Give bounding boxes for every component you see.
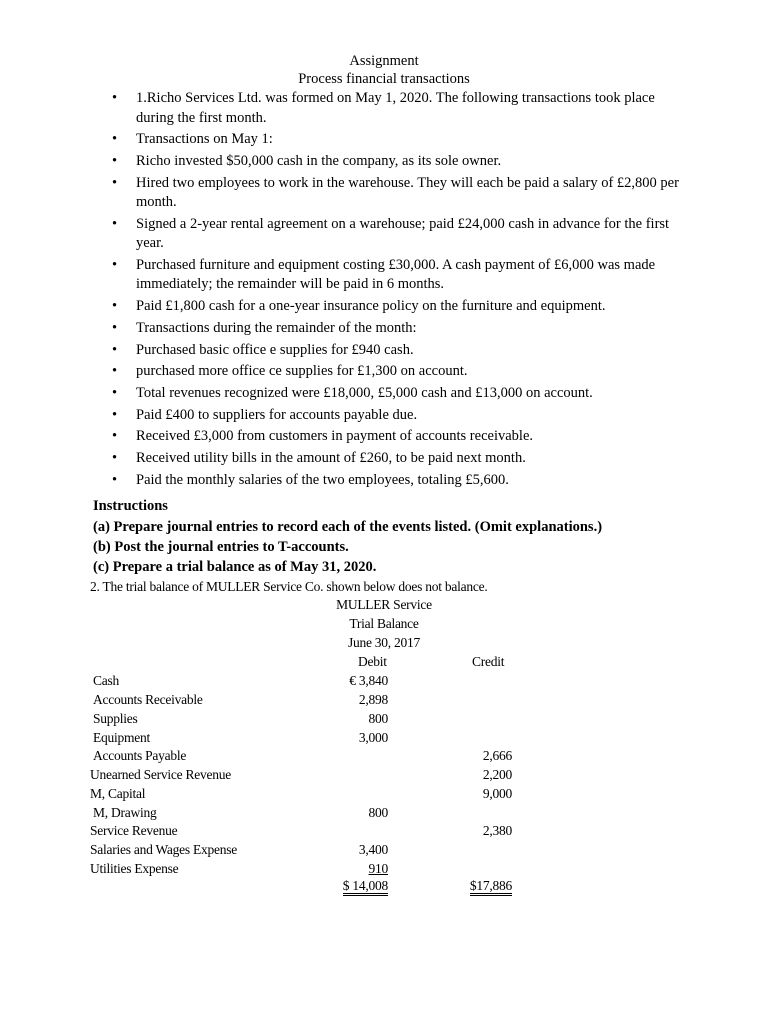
table-row: [0, 785, 768, 804]
account-name: Equipment: [93, 730, 150, 745]
account-name: M, Drawing: [93, 805, 157, 820]
debit-amount: 800: [368, 711, 388, 726]
list-item: • Richo invested $50,000 cash in the company, as its sole owner.: [112, 152, 682, 172]
credit-amount: 2,380: [482, 823, 512, 838]
table-row: [0, 804, 768, 823]
table-row: [0, 729, 768, 748]
list-item: • Received utility bills in the amount of £260, to be paid next month.: [112, 449, 682, 469]
instruction-b: (b) Post the journal entries to T-accounts.: [93, 539, 349, 555]
trial-balance-company: MULLER Service: [336, 597, 432, 612]
instructions-heading: Instructions: [93, 498, 168, 514]
debit-amount: 910: [368, 861, 388, 876]
credit-column-header: Credit: [472, 654, 505, 669]
list-item: • Paid £1,800 cash for a one-year insurance policy on the furniture and equipment.: [112, 297, 682, 317]
page-subtitle: Process financial transactions: [298, 71, 470, 87]
list-item: • Transactions during the remainder of the month:: [112, 319, 682, 339]
list-item: • Received £3,000 from customers in payment of accounts receivable.: [112, 427, 682, 447]
list-item: • Paid £400 to suppliers for accounts payable due.: [112, 406, 682, 426]
table-row: [0, 710, 768, 729]
transaction-list: [112, 89, 682, 492]
debit-column-header: Debit: [358, 654, 387, 669]
table-row: [0, 822, 768, 841]
trial-balance-title: Trial Balance: [349, 616, 419, 631]
account-name: Service Revenue: [90, 823, 178, 838]
credit-amount: 2,200: [482, 767, 512, 782]
table-row: [0, 691, 768, 710]
debit-amount: 800: [368, 805, 388, 820]
table-row: [0, 841, 768, 860]
credit-amount: 2,666: [482, 748, 512, 763]
debit-amount: 3,400: [358, 842, 388, 857]
list-item: • 1.Richo Services Ltd. was formed on May 1, 2020. The following transactions took place during the first month.: [112, 89, 682, 128]
account-name: Utilities Expense: [90, 861, 179, 876]
total-debit: $ 14,008: [343, 879, 388, 896]
table-row: [0, 766, 768, 785]
list-item: • Transactions on May 1:: [112, 130, 682, 150]
account-name: Accounts Payable: [93, 748, 187, 763]
credit-amount: 9,000: [482, 786, 512, 801]
list-item: • Purchased furniture and equipment costing £30,000. A cash payment of £6,000 was made immediately; the remainder will be paid in 6 months.: [112, 256, 682, 295]
debit-amount: 3,000: [358, 730, 388, 745]
total-credit: $17,886: [470, 879, 512, 896]
account-name: Accounts Receivable: [93, 692, 203, 707]
account-name: Cash: [93, 673, 119, 688]
account-name: Salaries and Wages Expense: [90, 842, 237, 857]
list-item: • purchased more office ce supplies for £1,300 on account.: [112, 362, 682, 382]
list-item: • Purchased basic office e supplies for £940 cash.: [112, 341, 682, 361]
list-item: • Paid the monthly salaries of the two employees, totaling £5,600.: [112, 471, 682, 491]
table-row: [0, 672, 768, 691]
page-title: Assignment: [349, 53, 419, 69]
account-name: Unearned Service Revenue: [90, 767, 231, 782]
totals-row: [0, 879, 768, 898]
list-item: • Signed a 2-year rental agreement on a warehouse; paid £24,000 cash in advance for the first year.: [112, 215, 682, 254]
account-name: M, Capital: [90, 786, 146, 801]
debit-amount: 2,898: [358, 692, 388, 707]
instruction-a: (a) Prepare journal entries to record each of the events listed. (Omit explanations.): [93, 519, 603, 535]
question-2-intro: 2. The trial balance of MULLER Service Co. shown below does not balance.: [90, 579, 488, 594]
table-row: [0, 860, 768, 879]
debit-amount: € 3,840: [349, 673, 388, 688]
list-item: • Hired two employees to work in the warehouse. They will each be paid a salary of £2,800 per month.: [112, 174, 682, 213]
instruction-c: (c) Prepare a trial balance as of May 31, 2020.: [93, 559, 377, 575]
table-row: [0, 747, 768, 766]
account-name: Supplies: [93, 711, 138, 726]
list-item: • Total revenues recognized were £18,000, £5,000 cash and £13,000 on account.: [112, 384, 682, 404]
trial-balance-date: June 30, 2017: [347, 635, 421, 650]
